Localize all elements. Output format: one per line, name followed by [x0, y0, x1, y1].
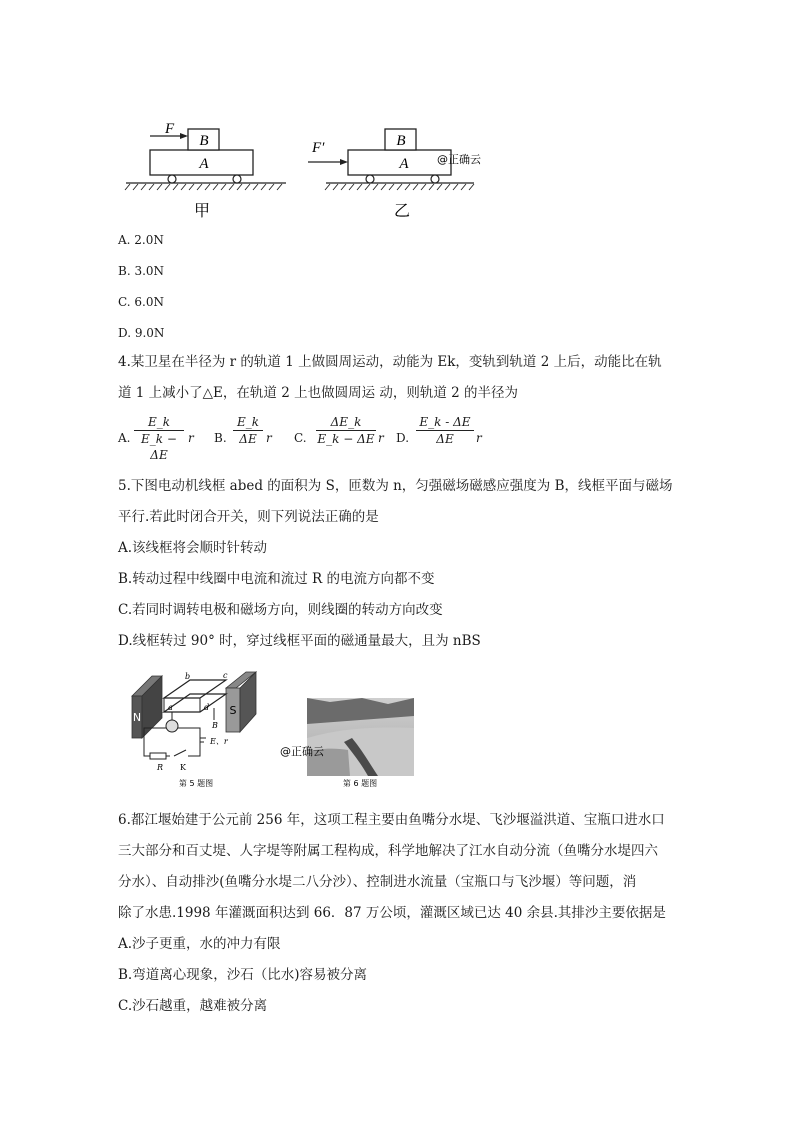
q3-option-d: D. 9.0N [118, 326, 165, 340]
caption-q6: 第 6 题图 [342, 779, 378, 788]
q6-option-a: A.沙子更重，水的冲力有限 [118, 936, 281, 952]
force-label-right: F′ [312, 140, 325, 156]
q6-option-c: C.沙石越重，越难被分离 [118, 998, 268, 1014]
q3-option-b: B. 3.0N [118, 264, 165, 278]
caption-yi: 乙 [393, 201, 411, 220]
q5-option-b: B.转动过程中线圈中电流和流过 R 的电流方向都不变 [118, 571, 435, 587]
q6-stem: 6.都江堰始建于公元前 256 年，这项工程主要由鱼嘴分水堤、飞沙堰溢洪道、宝瓶口进水口 三大部分和百丈堤、人字堤等附属工程构成，科学地解决了江水自动分流（鱼嘴分水堤四六 分水）、自动排沙(鱼嘴分水堤二八分沙）、控制进水流量（宝瓶口与飞沙堰）等问题，消 除了水患.1998 年灌溉面积达到 66．87 万公顷，灌溉区域已达 40 余县.其排沙主要依据是 A.沙子更重，水的冲力有限 B.弯道离心现象，沙石（比水)容易被分离 C.沙石越重，越难被分离 [118, 805, 678, 1022]
figure-blocks-on-cart [120, 112, 500, 224]
svg-text:d: d [204, 703, 210, 712]
q3-option-a: A. 2.0N [118, 233, 164, 247]
watermark: @正确云 [437, 153, 481, 166]
svg-text:b: b [185, 672, 191, 681]
q5-option-a: A.该线框将会顺时针转动 [118, 540, 268, 556]
svg-text:R: R [157, 763, 164, 772]
svg-text:N: N [132, 711, 142, 724]
wheel-icon [431, 175, 439, 183]
svg-text:c: c [223, 671, 228, 680]
svg-text:B: B [199, 133, 209, 149]
svg-text:B: B [212, 721, 218, 730]
force-arrow-icon [340, 159, 348, 165]
svg-text:a: a [168, 703, 173, 712]
force-label-left: F [165, 121, 175, 137]
force-arrow-icon [180, 133, 188, 139]
q5-option-c: C.若同时调转电极和磁场方向，则线圈的转动方向改变 [118, 602, 443, 618]
svg-text:A: A [399, 156, 409, 172]
figure-motor-and-river [130, 668, 430, 793]
svg-text:K: K [180, 763, 186, 772]
q4-stem: 4.某卫星在半径为 r 的轨道 1 上做圆周运动，动能为 Ek，变轨到轨道 2 上后，动能比在轨 道 1 上减小了△E，在轨道 2 上也做圆周运 动，则轨道 2 的半径为 [118, 354, 662, 401]
q6-option-b: B.弯道离心现象，沙石（比水)容易被分离 [118, 967, 367, 983]
caption-q5: 第 5 题图 [178, 779, 214, 788]
wheel-icon [168, 175, 176, 183]
wheel-icon [366, 175, 374, 183]
q3-option-c: C. 6.0N [118, 295, 164, 309]
q5-option-d: D.线框转过 90° 时，穿过线框平面的磁通量最大，且为 nBS [118, 633, 481, 649]
watermark: @正确云 [280, 745, 324, 758]
q5-stem: 5.下图电动机线框 abed 的面积为 S，匝数为 n，匀强磁场磁感应强度为 B，线框平面与磁场 平行.若此时闭合开关，则下列说法正确的是 A.该线框将会顺时针转动 B.转动过程中线圈中电流和流过 R 的电流方向都不变 C.若同时调转电极和磁场方向，则线圈的转动方向改变 D.线框转过 90° 时，穿过线框平面的磁通量最大，且为 nBS [118, 471, 678, 657]
svg-text:B: B [396, 133, 406, 149]
wheel-icon [233, 175, 241, 183]
svg-text:S: S [229, 704, 237, 717]
caption-jia: 甲 [193, 201, 211, 220]
svg-text:A: A [199, 156, 209, 172]
svg-text:E、r: E、r [210, 737, 228, 746]
q4-options: A. $\frac{E\_k}{E\_k - \Delta E}$ r B. $\frac{E\_k}{\Delta E}$ r C. $\frac{\Delta E\_k}{E\_k - \Delta E}$ r D. $\frac{E\_k - \Delta E}{\Delta E}$ r [118, 415, 482, 462]
